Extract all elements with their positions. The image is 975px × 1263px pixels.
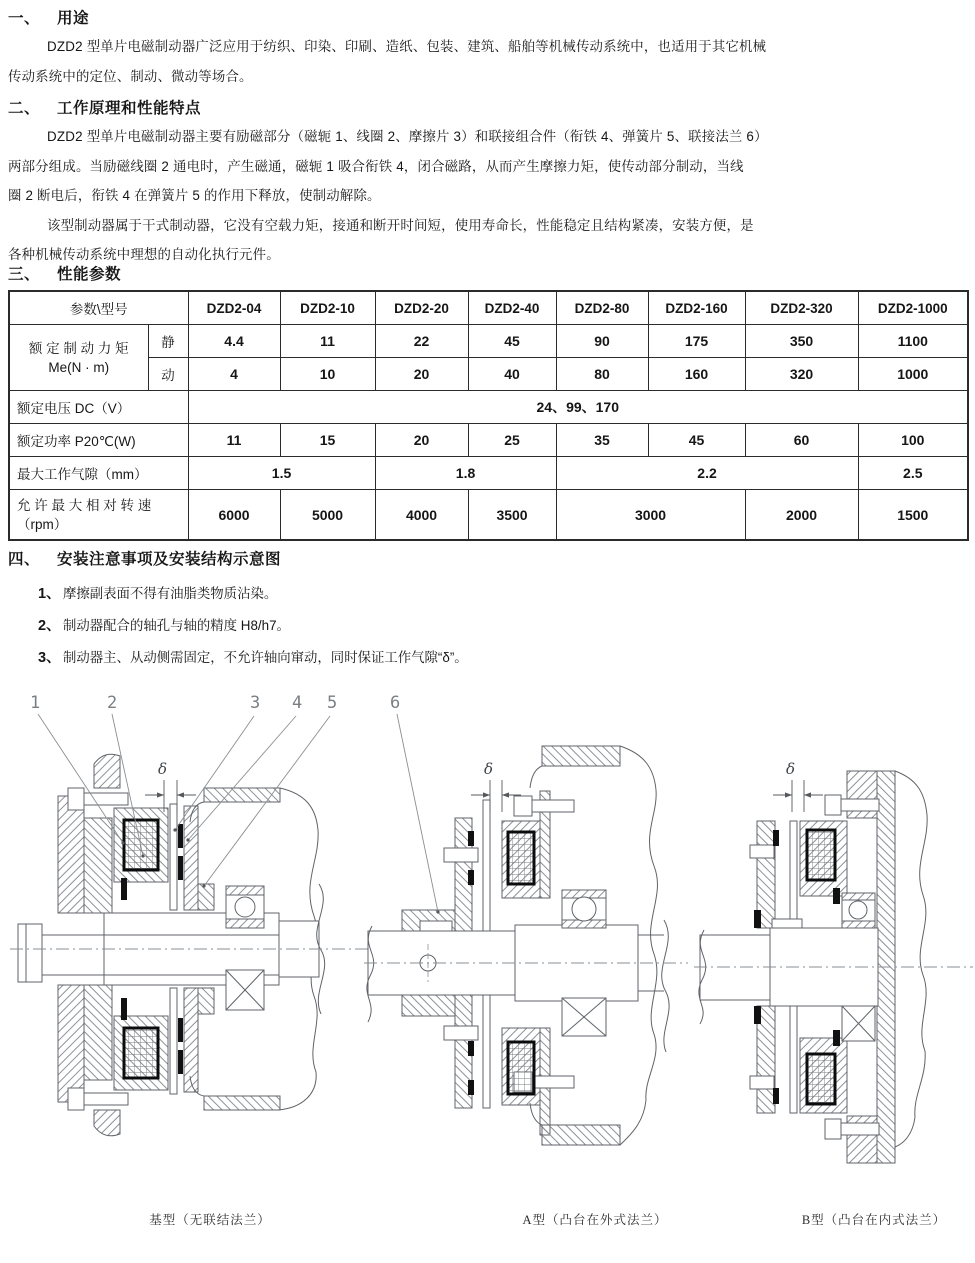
paragraph-line: 两部分组成。当励磁线圈 2 通电时，产生磁通，磁轭 1 吸合衔铁 4，闭合磁路，从而产生摩擦力矩，使传动部分制动，当线 bbox=[8, 158, 744, 174]
list-item bbox=[8, 642, 968, 674]
figure-caption-a-type: A型（凸台在外式法兰） bbox=[522, 1213, 668, 1227]
table-cell: 4000 bbox=[375, 490, 468, 541]
table-cell: 45 bbox=[648, 424, 745, 457]
part-label-5: 5 bbox=[327, 693, 338, 713]
paragraph-line: 各种机械传动系统中理想的自动化执行元件。 bbox=[8, 247, 280, 262]
part-label-2: 2 bbox=[107, 693, 118, 713]
table-cell: 2.5 bbox=[858, 457, 968, 490]
list-item-number: 2、 bbox=[38, 618, 61, 634]
model-header: DZD2-80 bbox=[556, 291, 648, 325]
model-header: DZD2-160 bbox=[648, 291, 745, 325]
table-cell: 6000 bbox=[188, 490, 280, 541]
gap-label-cell: 最大工作气隙（mm） bbox=[9, 457, 188, 490]
section-title: 安装注意事项及安装结构示意图 bbox=[57, 551, 282, 568]
section-installation bbox=[8, 547, 968, 674]
dynamic-label-cell: 动 bbox=[148, 358, 188, 391]
section-heading bbox=[8, 547, 968, 573]
table-row bbox=[9, 457, 968, 490]
paragraph-line: DZD2 型单片电磁制动器广泛应用于纺织、印染、印刷、造纸、包装、建筑、船舶等机械传动系统中，也适用于其它机械 bbox=[47, 39, 767, 54]
table-cell: 1.8 bbox=[375, 457, 556, 490]
delta-symbol: δ bbox=[786, 760, 796, 778]
part-label-1: 1 bbox=[30, 693, 41, 713]
table-cell: 4.4 bbox=[188, 325, 280, 358]
paragraph-line: 该型制动器属于干式制动器，它没有空载力矩，接通和断开时间短，使用寿命长，性能稳定且结构紧凑，安装方便，是 bbox=[47, 217, 754, 233]
table-cell: 2.2 bbox=[556, 457, 858, 490]
section-number: 四、 bbox=[8, 551, 41, 568]
figure-base-type-drawing bbox=[8, 688, 378, 1203]
air-gap-dimension bbox=[773, 760, 823, 812]
list-item bbox=[8, 610, 968, 642]
list-item-text: 制动器主、从动侧需固定，不允许轴向窜动，同时保证工作气隙“δ”。 bbox=[63, 650, 468, 665]
table-cell: 1000 bbox=[858, 358, 968, 391]
paragraph-line: DZD2 型单片电磁制动器主要有励磁部分（磁轭 1、线圈 2、摩擦片 3）和联接组合件（衔铁 4、弹簧片 5、联接法兰 6） bbox=[47, 129, 768, 144]
table-cell: 11 bbox=[280, 325, 375, 358]
table-cell: 60 bbox=[745, 424, 858, 457]
table-cell: 2000 bbox=[745, 490, 858, 541]
table-cell: 5000 bbox=[280, 490, 375, 541]
table-row bbox=[9, 424, 968, 457]
part-label-6: 6 bbox=[390, 693, 401, 713]
list-item bbox=[8, 578, 968, 610]
table-cell: 3500 bbox=[468, 490, 556, 541]
table-cell: 90 bbox=[556, 325, 648, 358]
table-cell: 10 bbox=[280, 358, 375, 391]
list-item-text: 摩擦副表面不得有油脂类物质沾染。 bbox=[63, 586, 278, 601]
table-cell: 1500 bbox=[858, 490, 968, 541]
table-cell: 35 bbox=[556, 424, 648, 457]
section-title: 性能参数 bbox=[57, 266, 122, 283]
model-header: DZD2-04 bbox=[188, 291, 280, 325]
torque-label: 额 定 制 动 力 矩 bbox=[28, 340, 129, 356]
torque-unit: Me(N · m) bbox=[48, 359, 110, 375]
table-cell: 15 bbox=[280, 424, 375, 457]
power-label-cell: 额定功率 P20℃(W) bbox=[9, 424, 188, 457]
list-item-number: 3、 bbox=[38, 650, 61, 666]
table-cell: 22 bbox=[375, 325, 468, 358]
table-cell: 3000 bbox=[556, 490, 745, 541]
section-usage bbox=[8, 6, 968, 92]
table-cell: 4 bbox=[188, 358, 280, 391]
part-leader-labels bbox=[390, 693, 440, 914]
static-label-cell: 静 bbox=[148, 325, 188, 358]
table-cell: 80 bbox=[556, 358, 648, 391]
table-cell: 1.5 bbox=[188, 457, 375, 490]
table-cell: 20 bbox=[375, 358, 468, 391]
model-header: DZD2-20 bbox=[375, 291, 468, 325]
performance-table bbox=[8, 290, 969, 541]
section-parameters bbox=[8, 262, 968, 288]
figure-caption-b-type: B型（凸台在内式法兰） bbox=[801, 1213, 947, 1227]
speed-label-cell bbox=[9, 490, 188, 541]
list-item-number: 1、 bbox=[38, 586, 61, 602]
delta-symbol: δ bbox=[484, 760, 494, 778]
section-title: 用途 bbox=[57, 10, 90, 27]
table-cell: 350 bbox=[745, 325, 858, 358]
model-header: DZD2-40 bbox=[468, 291, 556, 325]
table-cell: 45 bbox=[468, 325, 556, 358]
section-principle bbox=[8, 96, 968, 270]
table-cell: 100 bbox=[858, 424, 968, 457]
speed-unit: （rpm） bbox=[17, 516, 68, 532]
table-cell: 175 bbox=[648, 325, 745, 358]
table-header-row bbox=[9, 291, 968, 325]
paragraph-line: 圈 2 断电后，衔铁 4 在弹簧片 5 的作用下释放，使制动解除。 bbox=[8, 188, 381, 203]
figure-caption-base: 基型（无联结法兰） bbox=[149, 1213, 271, 1227]
table-cell: 25 bbox=[468, 424, 556, 457]
table-cell: 20 bbox=[375, 424, 468, 457]
list-item-text: 制动器配合的轴孔与轴的精度 H8/h7。 bbox=[63, 618, 290, 633]
section-number: 三、 bbox=[8, 266, 41, 283]
table-corner-cell: 参数\型号 bbox=[9, 291, 188, 325]
speed-label: 允 许 最 大 相 对 转 速 bbox=[17, 497, 152, 513]
table-cell: 40 bbox=[468, 358, 556, 391]
model-header: DZD2-10 bbox=[280, 291, 375, 325]
table-cell: 160 bbox=[648, 358, 745, 391]
figure-b-type-drawing bbox=[692, 688, 975, 1203]
voltage-label-cell: 额定电压 DC（V） bbox=[9, 391, 188, 424]
model-header: DZD2-320 bbox=[745, 291, 858, 325]
section-heading bbox=[8, 96, 968, 122]
table-row bbox=[9, 490, 968, 541]
model-header: DZD2-1000 bbox=[858, 291, 968, 325]
section-number: 二、 bbox=[8, 100, 41, 117]
section-heading bbox=[8, 6, 968, 32]
table-row bbox=[9, 358, 968, 391]
paragraph-line: 传动系统中的定位、制动、微动等场合。 bbox=[8, 69, 253, 84]
voltage-value-cell: 24、99、170 bbox=[188, 391, 968, 424]
installation-diagrams bbox=[0, 688, 975, 1253]
figure-a-type-drawing bbox=[362, 688, 692, 1203]
table-row bbox=[9, 325, 968, 358]
table-cell: 1100 bbox=[858, 325, 968, 358]
section-heading bbox=[8, 262, 968, 288]
section-title: 工作原理和性能特点 bbox=[57, 100, 202, 117]
table-cell: 11 bbox=[188, 424, 280, 457]
table-row bbox=[9, 391, 968, 424]
torque-label-cell bbox=[9, 325, 148, 391]
section-number: 一、 bbox=[8, 10, 41, 27]
table-cell: 320 bbox=[745, 358, 858, 391]
part-label-3: 3 bbox=[250, 693, 261, 713]
part-label-4: 4 bbox=[292, 693, 303, 713]
delta-symbol: δ bbox=[158, 760, 168, 778]
